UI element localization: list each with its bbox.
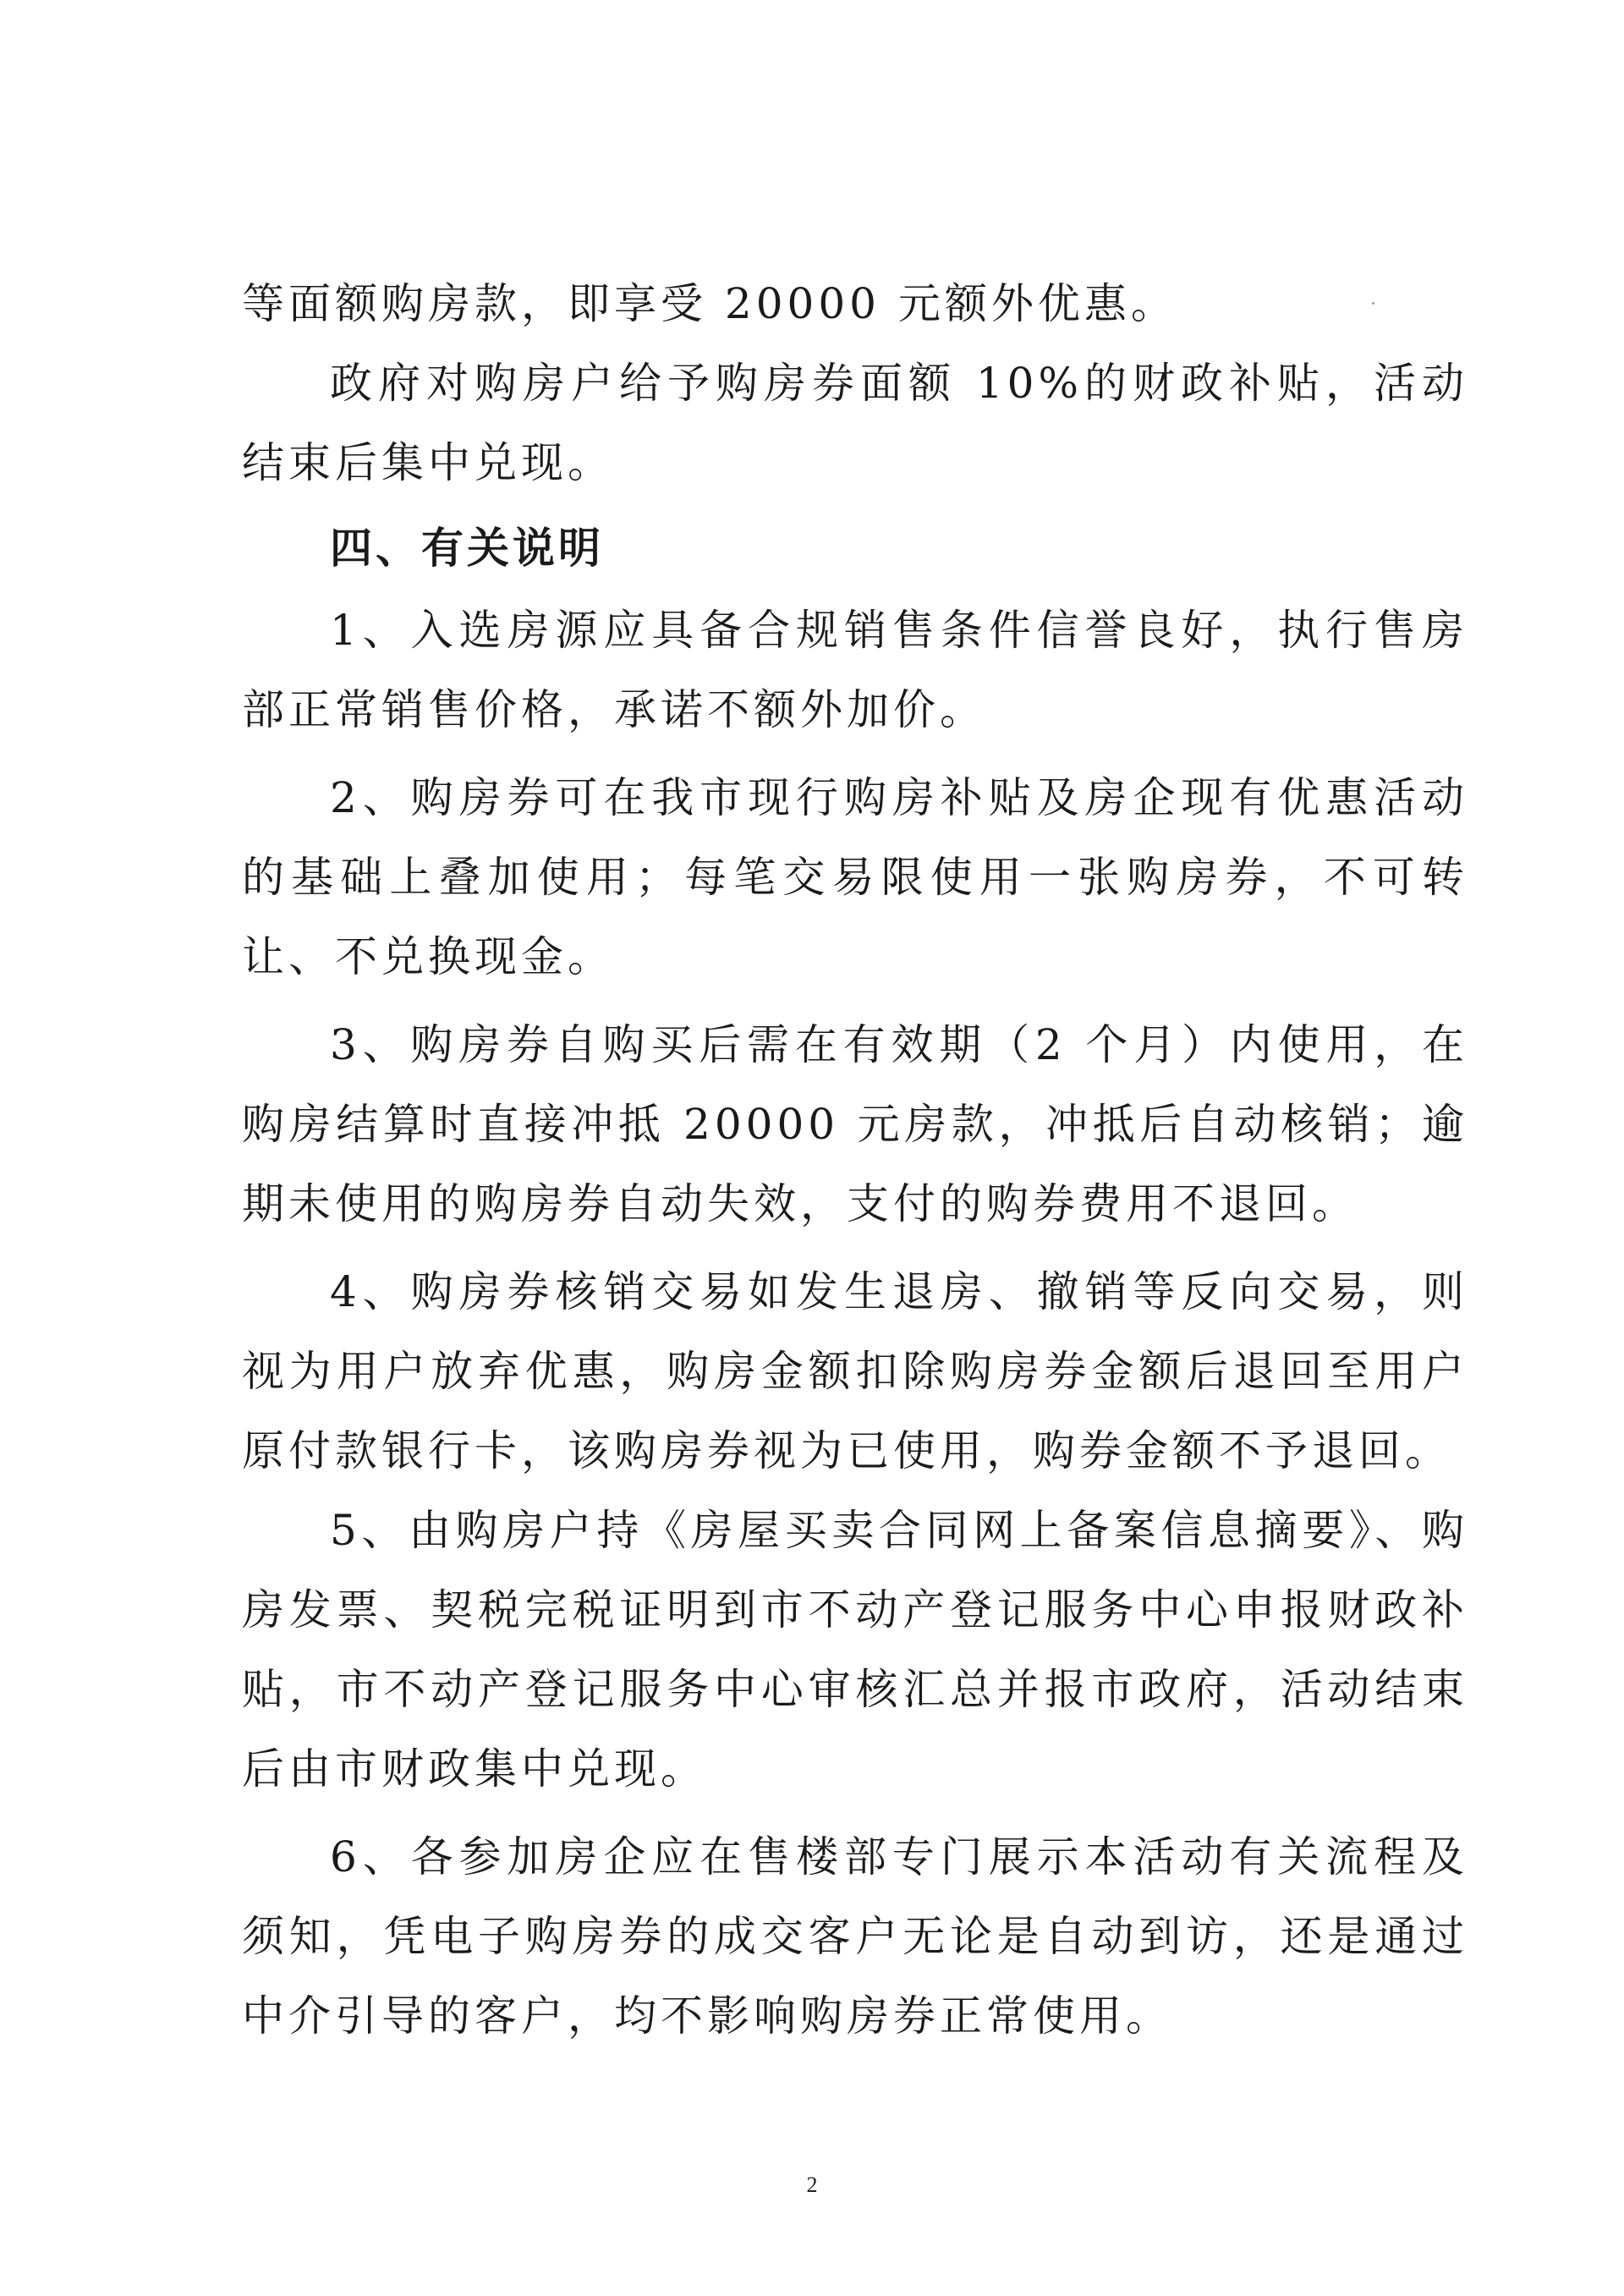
page-number: 2 [806,2172,818,2197]
note-item-2: 2、购房券可在我市现行购房补贴及房企现有优惠活动的基础上叠加使用；每笔交易限使用一张购房券，不可转让、不兑换现金。 [242,773,1468,981]
note-item-1: 1、入选房源应具备合规销售条件信誉良好，执行售房部正常销售价格，承诺不额外加价。 [242,606,1468,734]
note-item-3: 3、购房券自购买后需在有效期（2 个月）内使用，在购房结算时直接冲抵 20000 元房款，冲抵后自动核销；逾期未使用的购房券自动失效，支付的购券费用不退回。 [242,1020,1468,1228]
section-heading: 四、有关说明 [330,524,604,573]
paragraph-continuation: 等面额购房款，即享受 20000 元额外优惠。 [242,279,1177,328]
note-item-4: 4、购房券核销交易如发生退房、撤销等反向交易，则视为用户放弃优惠，购房金额扣除购房券金额后退回至用户原付款银行卡，该购房券视为已使用，购券金额不予退回。 [242,1267,1468,1475]
note-item-6: 6、各参加房企应在售楼部专门展示本活动有关流程及须知，凭电子购房券的成交客户无论是自动到访，还是通过中介引导的客户，均不影响购房券正常使用。 [242,1832,1468,2041]
paragraph-subsidy: 政府对购房户给予购房券面额 10%的财政补贴，活动结束后集中兑现。 [242,359,1468,487]
document-body [242,264,1468,2056]
note-item-5: 5、由购房户持《房屋买卖合同网上备案信息摘要》、购房发票、契税完税证明到市不动产登记服务中心申报财政补贴，市不动产登记服务中心审核汇总并报市政府，活动结束后由市财政集中兑现。 [242,1506,1468,1793]
